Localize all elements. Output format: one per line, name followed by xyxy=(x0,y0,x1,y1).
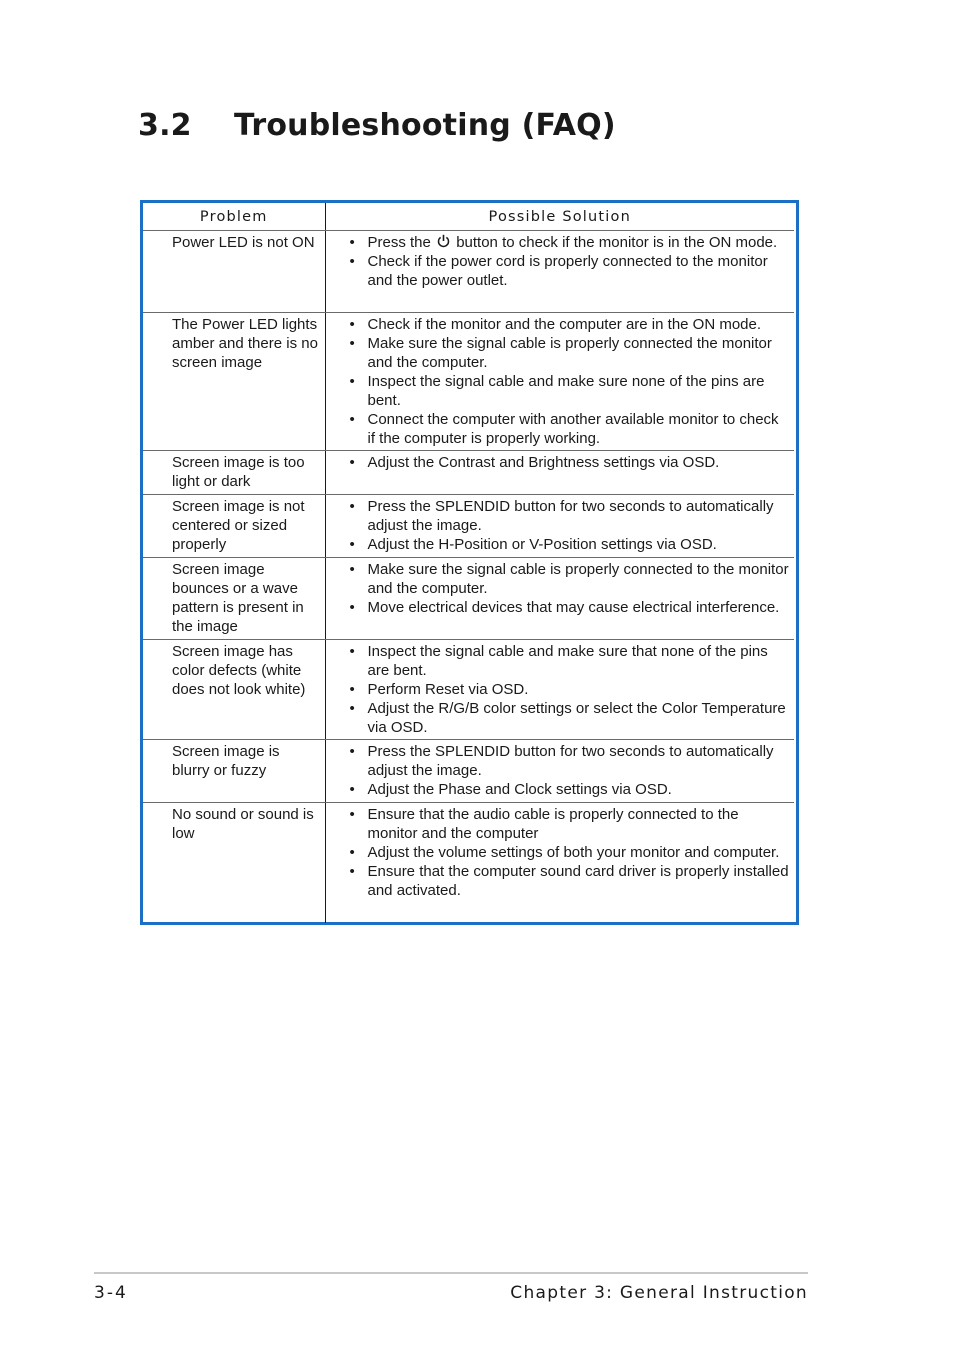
solution-item xyxy=(350,598,791,617)
solution-item xyxy=(350,805,791,843)
solution-cell xyxy=(325,803,794,923)
bullet-icon: • xyxy=(349,253,355,270)
solution-item xyxy=(350,642,791,680)
chapter-title: Chapter 3: General Instruction xyxy=(510,1283,808,1303)
table-row xyxy=(143,803,794,923)
solution-item xyxy=(350,780,791,799)
solution-cell xyxy=(325,558,794,640)
bullet-icon: • xyxy=(349,373,355,390)
solution-text: Press the SPLENDID button for two seconds to automatically adjust the image. xyxy=(367,743,774,779)
solution-item xyxy=(350,699,791,737)
header-problem: Problem xyxy=(143,203,325,231)
solution-list xyxy=(350,560,791,617)
solution-item xyxy=(350,680,791,699)
solution-text: Make sure the signal cable is properly connected the monitor and the computer. xyxy=(367,335,772,371)
solution-list xyxy=(350,315,791,448)
solution-item xyxy=(350,453,791,472)
table-row xyxy=(143,640,794,740)
power-icon xyxy=(437,234,450,248)
solution-text: Inspect the signal cable and make sure none of the pins are bent. xyxy=(367,373,765,409)
solution-text: Check if the power cord is properly connected to the monitor and the power outlet. xyxy=(367,253,768,289)
solution-text: Connect the computer with another available monitor to check if the computer is properly working. xyxy=(367,411,779,447)
footer-divider xyxy=(94,1272,808,1274)
table-row xyxy=(143,231,794,313)
solution-text: Adjust the Phase and Clock settings via OSD. xyxy=(367,781,672,798)
bullet-icon: • xyxy=(349,863,355,880)
solution-list xyxy=(350,642,791,737)
problem-cell: Screen image bounces or a wave pattern is present in the image xyxy=(143,558,325,640)
problem-cell: Screen image is too light or dark xyxy=(143,451,325,495)
bullet-icon: • xyxy=(349,454,355,471)
bullet-icon: • xyxy=(349,234,355,251)
bullet-icon: • xyxy=(349,781,355,798)
solution-item xyxy=(350,560,791,598)
solution-list xyxy=(350,233,791,290)
solution-text: Ensure that the computer sound card driver is properly installed and activated. xyxy=(367,863,789,899)
table-row xyxy=(143,558,794,640)
solution-text: Move electrical devices that may cause electrical interference. xyxy=(367,599,780,616)
problem-cell: Screen image is not centered or sized properly xyxy=(143,495,325,558)
bullet-icon: • xyxy=(349,335,355,352)
bullet-icon: • xyxy=(349,743,355,760)
solution-item xyxy=(350,535,791,554)
solution-item xyxy=(350,252,791,290)
table-body xyxy=(143,231,794,923)
table-row xyxy=(143,313,794,451)
solution-item xyxy=(350,862,791,900)
solution-list xyxy=(350,497,791,554)
solution-item: • Press the button to check if the monitor is in the ON mode. xyxy=(349,234,778,251)
solution-list xyxy=(350,805,791,900)
solution-cell xyxy=(325,640,794,740)
page-title xyxy=(138,108,616,143)
bullet-icon: • xyxy=(349,316,355,333)
solution-cell xyxy=(325,231,794,313)
solution-item xyxy=(350,372,791,410)
solution-cell xyxy=(325,740,794,803)
solution-cell xyxy=(325,313,794,451)
table-row xyxy=(143,740,794,803)
problem-cell: Screen image has color defects (white does not look white) xyxy=(143,640,325,740)
solution-item xyxy=(350,410,791,448)
solution-item xyxy=(350,315,791,334)
solution-text: Adjust the Contrast and Brightness settings via OSD. xyxy=(367,454,720,471)
table-row xyxy=(143,451,794,495)
problem-cell: No sound or sound is low xyxy=(143,803,325,923)
problem-cell: Power LED is not ON xyxy=(143,231,325,313)
solution-text: Adjust the R/G/B color settings or select the Color Temperature via OSD. xyxy=(367,700,786,736)
page-number: 3-4 xyxy=(94,1283,128,1303)
bullet-icon: • xyxy=(349,806,355,823)
solution-list xyxy=(350,453,791,472)
solution-text: Make sure the signal cable is properly connected to the monitor and the computer. xyxy=(367,561,789,597)
header-solution: Possible Solution xyxy=(325,203,794,231)
section-title: Troubleshooting (FAQ) xyxy=(234,108,616,143)
solution-item xyxy=(350,843,791,862)
solution-text: Press the SPLENDID button for two seconds to automatically adjust the image. xyxy=(367,498,774,534)
table-header-row xyxy=(143,203,794,231)
faq-table xyxy=(140,200,799,925)
solution-text: Adjust the H-Position or V-Position settings via OSD. xyxy=(367,536,717,553)
solution-text: Inspect the signal cable and make sure that none of the pins are bent. xyxy=(367,643,768,679)
solution-cell xyxy=(325,451,794,495)
bullet-icon: • xyxy=(349,561,355,578)
solution-text: Check if the monitor and the computer are in the ON mode. xyxy=(367,316,762,333)
bullet-icon: • xyxy=(349,498,355,515)
bullet-icon: • xyxy=(349,599,355,616)
problem-cell: Screen image is blurry or fuzzy xyxy=(143,740,325,803)
bullet-icon: • xyxy=(349,411,355,428)
bullet-icon: • xyxy=(349,700,355,717)
solution-text: Ensure that the audio cable is properly connected to the monitor and the computer xyxy=(367,806,739,842)
bullet-icon: • xyxy=(349,681,355,698)
solution-item xyxy=(350,334,791,372)
solution-item xyxy=(350,497,791,535)
section-number: 3.2 xyxy=(138,108,192,143)
solution-text: Perform Reset via OSD. xyxy=(367,681,529,698)
solution-list xyxy=(350,742,791,799)
solution-text: Adjust the volume settings of both your monitor and computer. xyxy=(367,844,780,861)
bullet-icon: • xyxy=(349,844,355,861)
bullet-icon: • xyxy=(349,643,355,660)
table-row xyxy=(143,495,794,558)
bullet-icon: • xyxy=(349,536,355,553)
problem-cell: The Power LED lights amber and there is no screen image xyxy=(143,313,325,451)
solution-cell xyxy=(325,495,794,558)
solution-item xyxy=(350,742,791,780)
